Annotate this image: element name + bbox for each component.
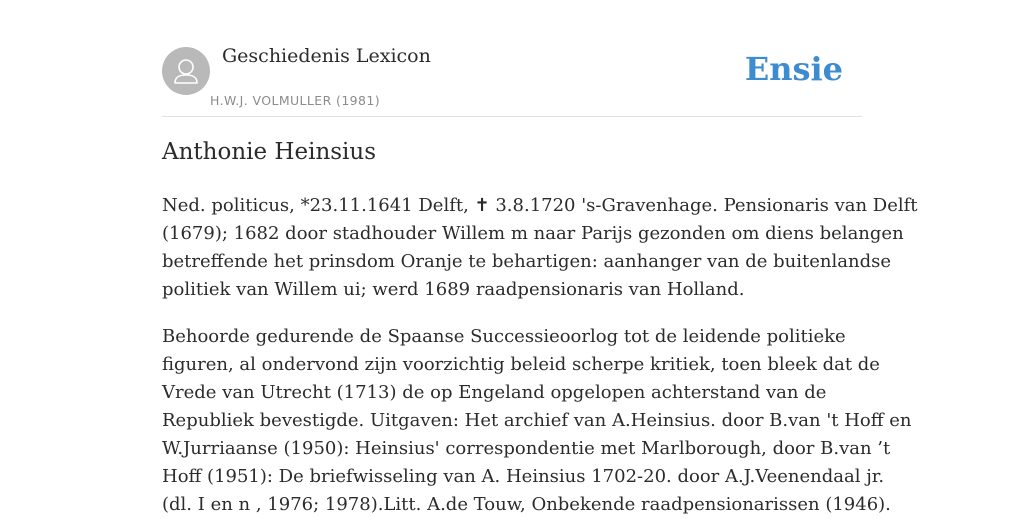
entry-title: Anthonie Heinsius bbox=[162, 139, 377, 165]
text-line: Behoorde gedurende de Spaanse Successieoorlog tot de leidende politieke bbox=[162, 326, 846, 347]
text-line: Hoff (1951): De briefwisseling van A. Heinsius 1702-20. door A.J.Veenendaal jr. bbox=[162, 466, 885, 487]
text-line: Ned. politicus, *23.11.1641 Delft, ✝ 3.8.1720 's-Gravenhage. Pensionaris van Delft bbox=[162, 195, 918, 216]
brand-logo[interactable]: Ensie bbox=[744, 50, 843, 88]
text-line: politiek van Willem ui; werd 1689 raadpensionaris van Holland. bbox=[162, 279, 745, 300]
text-line: (1679); 1682 door stadhouder Willem m naar Parijs gezonden om diens belangen bbox=[162, 223, 904, 244]
text-line: W.Jurriaanse (1950): Heinsius' correspondentie met Marlborough, door B.van ’t bbox=[162, 438, 891, 459]
text-line: Vrede van Utrecht (1713) de op Engeland opgelopen achterstand van de bbox=[162, 382, 827, 403]
source-title[interactable]: Geschiedenis Lexicon bbox=[222, 45, 431, 67]
text-line: Republiek bevestigde. Uitgaven: Het archief van A.Heinsius. door B.van 't Hoff en bbox=[162, 410, 912, 431]
text-line: figuren, al ondervond zijn voorzichtig beleid scherpe kritiek, toen bleek dat de bbox=[162, 354, 880, 375]
article-paragraph bbox=[162, 323, 912, 519]
article-paragraph bbox=[162, 192, 918, 304]
user-icon bbox=[162, 47, 210, 95]
text-line: betreffende het prinsdom Oranje te behartigen: aanhanger van de buitenlandse bbox=[162, 251, 891, 272]
avatar[interactable] bbox=[162, 47, 210, 95]
source-header bbox=[162, 0, 862, 117]
article-body bbox=[162, 192, 918, 519]
source-author[interactable]: H.W.J. VOLMULLER (1981) bbox=[210, 93, 381, 108]
text-line: (dl. I en n , 1976; 1978).Litt. A.de Touw, Onbekende raadpensionarissen (1946). bbox=[162, 494, 891, 515]
page bbox=[162, 0, 918, 515]
